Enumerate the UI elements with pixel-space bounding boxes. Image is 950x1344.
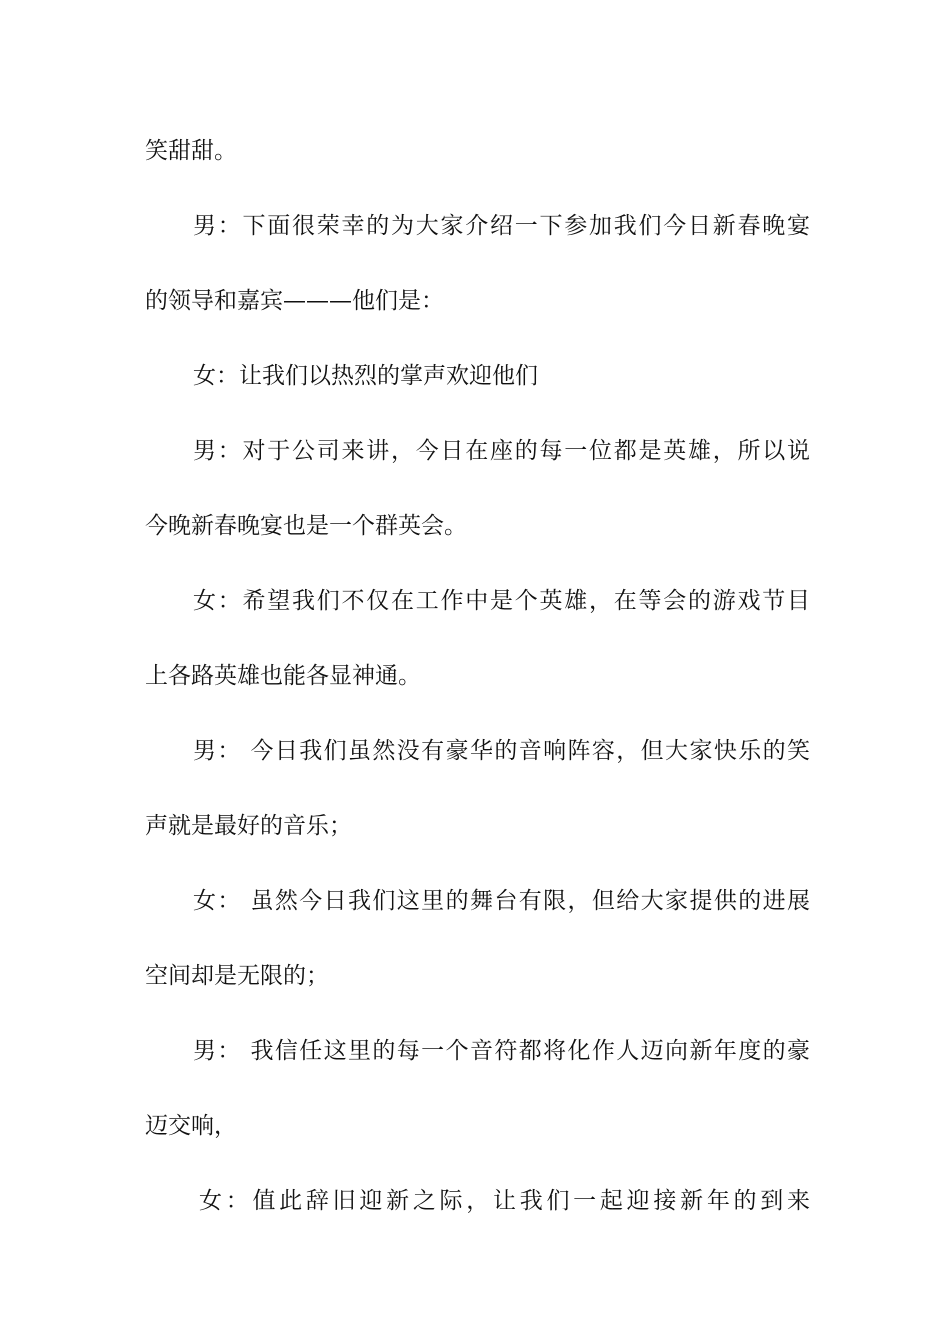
text-line-6: 今晚新春晚宴也是一个群英会。 [145, 513, 467, 539]
text-line-13: 男： 我信任这里的每一个音符都将化作人迈向新年度的豪 [193, 1038, 810, 1064]
text-line-4: 女：让我们以热烈的掌声欢迎他们 [193, 363, 538, 389]
text-line-8: 上各路英雄也能各显神通。 [145, 663, 421, 689]
text-line-7: 女：希望我们不仅在工作中是个英雄，在等会的游戏节目 [193, 588, 810, 614]
text-line-15: 女：值此辞旧迎新之际，让我们一起迎接新年的到来 [199, 1188, 810, 1214]
text-line-5: 男：对于公司来讲，今日在座的每一位都是英雄，所以说 [193, 438, 810, 464]
text-line-10: 声就是最好的音乐； [145, 813, 352, 839]
text-line-1: 笑甜甜。 [145, 138, 237, 164]
text-line-9: 男： 今日我们虽然没有豪华的音响阵容，但大家快乐的笑 [193, 738, 810, 764]
text-line-3: 的领导和嘉宾———他们是： [145, 288, 444, 314]
text-line-14: 迈交响， [145, 1113, 237, 1139]
text-line-2: 男：下面很荣幸的为大家介绍一下参加我们今日新春晚宴 [193, 213, 810, 239]
text-line-11: 女： 虽然今日我们这里的舞台有限，但给大家提供的进展 [193, 888, 810, 914]
text-line-12: 空间却是无限的； [145, 963, 329, 989]
